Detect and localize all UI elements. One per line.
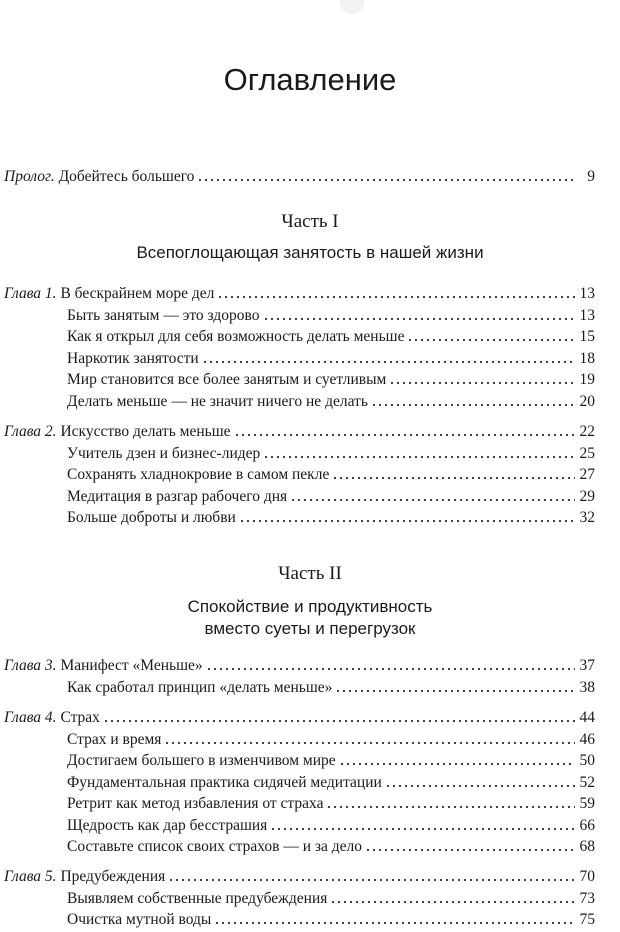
entry-page: 25 — [579, 445, 595, 462]
entry-page: 20 — [579, 393, 595, 410]
toc-entry-chapter-3[interactable] — [4, 656, 595, 676]
dot-leader — [330, 899, 575, 905]
toc-entry[interactable] — [67, 794, 595, 814]
toc-entry[interactable] — [67, 837, 595, 857]
entry-title: Страх и время — [67, 731, 162, 748]
entry-page: 44 — [579, 709, 595, 726]
chapter-label: Глава 4. — [4, 709, 57, 726]
entry-title: Делать меньше — не значит ничего не делать — [67, 393, 368, 410]
dot-leader — [168, 877, 575, 883]
prologue-label: Пролог. — [4, 168, 55, 185]
entry-title: Фундаментальная практика сидячей медитации — [67, 774, 382, 791]
toc-entry-chapter-2[interactable] — [4, 422, 595, 442]
entry-title: В бескрайнем море дел — [60, 285, 215, 302]
toc-entry[interactable] — [67, 508, 595, 528]
part-1-heading: Часть I — [281, 211, 339, 232]
dot-leader — [206, 666, 575, 672]
entry-title: Достигаем большего в изменчивом мире — [67, 752, 336, 769]
dot-leader — [263, 316, 576, 322]
entry-page: 38 — [579, 679, 595, 696]
dot-leader — [202, 359, 575, 365]
entry-title: Больше доброты и любви — [67, 509, 236, 526]
dot-leader — [217, 294, 575, 300]
dot-leader — [234, 432, 575, 438]
toc-entry[interactable] — [67, 678, 595, 698]
toc-entry[interactable] — [67, 392, 595, 412]
part-2-heading: Часть II — [278, 563, 342, 584]
entry-title: Предубеждения — [60, 868, 166, 885]
entry-page: 27 — [579, 466, 595, 483]
page-title: Оглавление — [223, 62, 397, 97]
entry-title: Быть занятым — это здорово — [67, 307, 260, 324]
prologue-title: Добейтесь большего — [58, 168, 195, 185]
dot-leader — [407, 337, 575, 343]
toc-entry[interactable] — [67, 349, 595, 369]
entry-title: Как я открыл для себя возможность делать меньше — [67, 328, 405, 345]
part-2-subtitle-line-1: Спокойствие и продуктивность — [187, 597, 433, 616]
dot-leader — [339, 761, 575, 767]
toc-entry[interactable] — [67, 773, 595, 793]
toc-entry[interactable] — [67, 910, 595, 930]
entry-title: Сохранять хладнокровие в самом пекле — [67, 466, 330, 483]
part-2-subtitle-line-2: вместо суеты и перегрузок — [204, 619, 416, 638]
toc-entry[interactable] — [67, 327, 595, 347]
toc-prologue[interactable] — [4, 167, 595, 187]
entry-title: Искусство делать меньше — [60, 423, 231, 440]
entry-page: 46 — [579, 731, 595, 748]
toc-entry[interactable] — [67, 751, 595, 771]
page-top-mark — [340, 0, 364, 14]
dot-leader — [385, 783, 575, 789]
dot-leader — [239, 518, 575, 524]
toc-entry[interactable] — [67, 306, 595, 326]
dot-leader — [371, 402, 575, 408]
entry-title: Выявляем собственные предубеждения — [67, 890, 328, 907]
toc-entry-chapter-5[interactable] — [4, 867, 595, 887]
entry-page: 75 — [579, 911, 595, 928]
entry-page: 13 — [579, 307, 595, 324]
entry-title: Как сработал принцип «делать меньше» — [67, 679, 333, 696]
toc-entry-chapter-1[interactable] — [4, 284, 595, 304]
entry-title: Щедрость как дар бесстрашия — [67, 817, 268, 834]
dot-leader — [270, 826, 575, 832]
chapter-label: Глава 1. — [4, 285, 57, 302]
entry-page: 29 — [579, 488, 595, 505]
entry-page: 73 — [579, 890, 595, 907]
chapter-label: Глава 5. — [4, 868, 57, 885]
entry-title: Наркотик занятости — [67, 350, 199, 367]
dot-leader — [214, 920, 575, 926]
entry-page: 59 — [579, 795, 595, 812]
entry-title: Страх — [60, 709, 100, 726]
dot-leader — [103, 718, 575, 724]
dot-leader — [389, 380, 575, 386]
toc-entry[interactable] — [67, 370, 595, 390]
entry-page: 37 — [579, 657, 595, 674]
entry-page: 52 — [579, 774, 595, 791]
toc-entry[interactable] — [67, 816, 595, 836]
dot-leader — [290, 497, 575, 503]
entry-page: 70 — [579, 868, 595, 885]
entry-page: 22 — [579, 423, 595, 440]
entry-title: Учитель дзен и бизнес-лидер — [67, 445, 261, 462]
entry-title: Очистка мутной воды — [67, 911, 212, 928]
toc-entry[interactable] — [67, 465, 595, 485]
entry-title: Ретрит как метод избавления от страха — [67, 795, 324, 812]
toc-entry[interactable] — [67, 730, 595, 750]
dot-leader — [164, 740, 575, 746]
entry-page: 13 — [579, 285, 595, 302]
toc-entry[interactable] — [67, 889, 595, 909]
prologue-page: 9 — [587, 168, 595, 185]
entry-page: 50 — [579, 752, 595, 769]
dot-leader — [197, 177, 575, 183]
chapter-label: Глава 2. — [4, 423, 57, 440]
entry-title: Медитация в разгар рабочего дня — [67, 488, 288, 505]
dot-leader — [263, 454, 575, 460]
toc-entry[interactable] — [67, 487, 595, 507]
entry-page: 32 — [579, 509, 595, 526]
entry-title: Составьте список своих страхов — и за дело — [67, 838, 363, 855]
entry-page: 18 — [579, 350, 595, 367]
part-1-subtitle: Всепоглощающая занятость в нашей жизни — [136, 243, 484, 262]
chapter-label: Глава 3. — [4, 657, 57, 674]
dot-leader — [332, 475, 575, 481]
toc-entry-chapter-4[interactable] — [4, 708, 595, 728]
dot-leader — [326, 804, 575, 810]
dot-leader — [335, 688, 575, 694]
entry-page: 19 — [579, 371, 595, 388]
entry-page: 15 — [579, 328, 595, 345]
dot-leader — [365, 847, 575, 853]
entry-page: 66 — [579, 817, 595, 834]
entry-title: Манифест «Меньше» — [60, 657, 203, 674]
toc-entry[interactable] — [67, 444, 595, 464]
entry-page: 68 — [579, 838, 595, 855]
entry-title: Мир становится все более занятым и суетливым — [67, 371, 387, 388]
